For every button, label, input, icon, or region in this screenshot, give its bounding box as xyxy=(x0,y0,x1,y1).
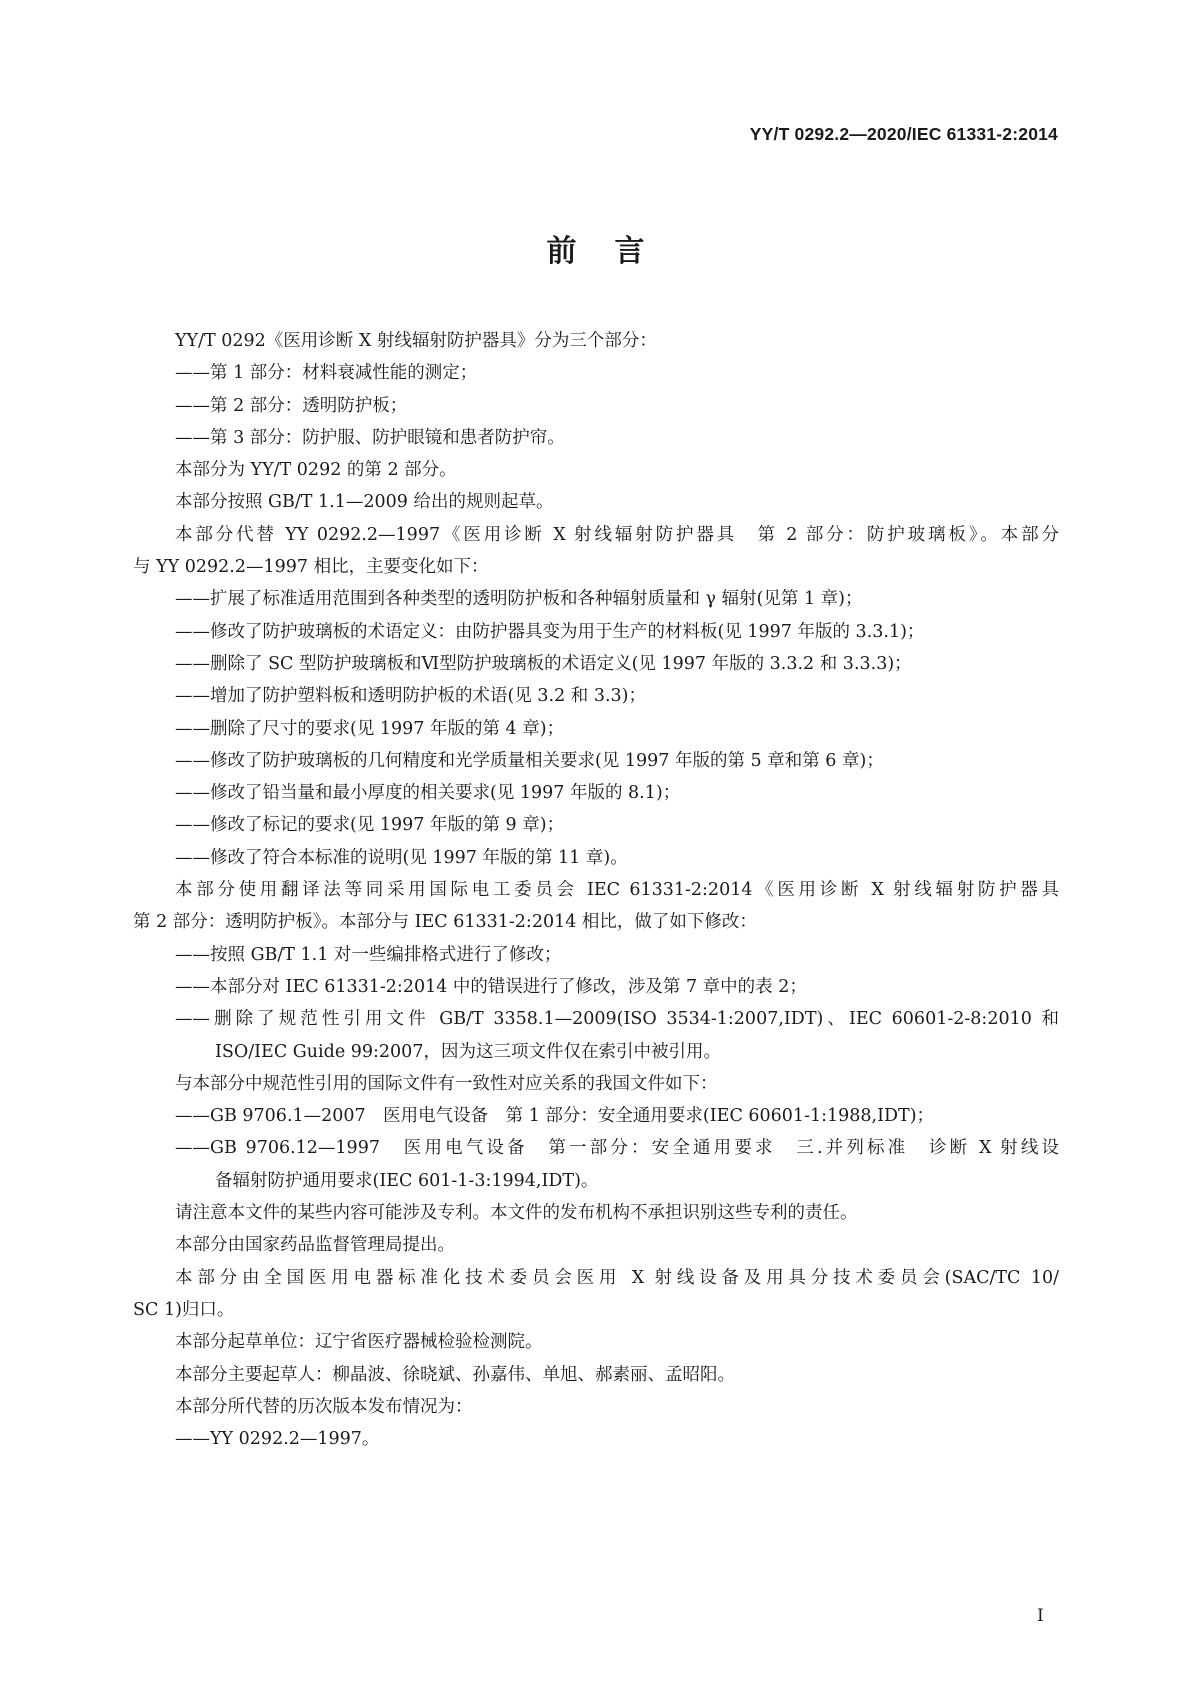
paragraph: 本部分使用翻译法等同采用国际电工委员会 IEC 61331-2:2014《医用诊断 X 射线辐射防护器具 xyxy=(175,880,1059,901)
paragraph: 与本部分中规范性引用的国际文件有一致性对应关系的我国文件如下： xyxy=(175,1073,718,1094)
list-item: ——修改了符合本标准的说明(见 1997 年版的第 11 章)。 xyxy=(175,847,628,868)
paragraph: 本部分由全国医用电器标准化技术委员会医用 X 射线设备及用具分技术委员会(SAC/TC 10/ xyxy=(175,1267,1059,1288)
list-item: ——第 2 部分：透明防护板； xyxy=(175,395,408,416)
list-item: ——修改了标记的要求(见 1997 年版的第 9 章)； xyxy=(175,815,565,836)
paragraph: YY/T 0292《医用诊断 X 射线辐射防护器具》分为三个部分： xyxy=(175,331,657,351)
paragraph-continuation: 与 YY 0292.2—1997 相比，主要变化如下： xyxy=(133,557,489,578)
list-item: ——删除了规范性引用文件 GB/T 3358.1—2009(ISO 3534-1:2007,IDT)、IEC 60601-2-8:2010 和 xyxy=(175,1009,1059,1030)
list-item: ——扩展了标准适用范围到各种类型的透明防护板和各种辐射质量和 γ 辐射(见第 1 章)； xyxy=(175,589,863,610)
paragraph: 本部分所代替的历次版本发布情况为： xyxy=(175,1396,473,1417)
page-title: 前言 xyxy=(546,234,683,269)
list-item: ——增加了防护塑料板和透明防护板的术语(见 3.2 和 3.3)； xyxy=(175,686,647,707)
foreword-body xyxy=(133,325,1059,1455)
list-item: ——删除了 SC 型防护玻璃板和Ⅵ型防护玻璃板的术语定义(见 1997 年版的 3.3.2 和 3.3.3)； xyxy=(175,653,912,674)
list-item-continuation: 备辐射防护通用要求(IEC 601-1-3:1994,IDT)。 xyxy=(215,1170,599,1191)
list-item: ——GB 9706.12—1997 医用电气设备 第一部分：安全通用要求 三.并列标准 诊断 X 射线设 xyxy=(175,1138,1059,1159)
list-item: ——GB 9706.1—2007 医用电气设备 第 1 部分：安全通用要求(IEC 60601-1:1988,IDT)； xyxy=(175,1106,935,1127)
list-item: ——第 1 部分：材料衰减性能的测定； xyxy=(175,363,478,384)
page-number: I xyxy=(1037,1606,1044,1626)
standard-code: YY/T 0292.2—2020/IEC 61331-2:2014 xyxy=(749,124,1058,144)
paragraph: 本部分由国家药品监督管理局提出。 xyxy=(175,1235,455,1256)
list-item-continuation: ISO/IEC Guide 99:2007，因为这三项文件仅在索引中被引用。 xyxy=(215,1041,721,1062)
list-item: ——按照 GB/T 1.1 对一些编排格式进行了修改； xyxy=(175,944,562,965)
list-item: ——修改了防护玻璃板的术语定义：由防护器具变为用于生产的材料板(见 1997 年版的 3.3.1)； xyxy=(175,621,925,642)
paragraph-continuation: 第 2 部分：透明防护板》。本部分与 IEC 61331-2:2014 相比，做了如下修改： xyxy=(133,912,757,933)
paragraph: 本部分主要起草人：柳晶波、徐晓斌、孙嘉伟、单旭、郝素丽、孟昭阳。 xyxy=(175,1364,735,1385)
list-item: ——修改了铅当量和最小厚度的相关要求(见 1997 年版的 8.1)； xyxy=(175,783,681,804)
list-item: ——本部分对 IEC 61331-2:2014 中的错误进行了修改，涉及第 7 章中的表 2； xyxy=(175,976,807,997)
list-item: ——YY 0292.2—1997。 xyxy=(175,1429,380,1450)
paragraph: 请注意本文件的某些内容可能涉及专利。本文件的发布机构不承担识别这些专利的责任。 xyxy=(175,1203,858,1224)
list-item: ——删除了尺寸的要求(见 1997 年版的第 4 章)； xyxy=(175,718,565,739)
paragraph-continuation: SC 1)归口。 xyxy=(133,1299,235,1320)
paragraph: 本部分按照 GB/T 1.1—2009 给出的规则起草。 xyxy=(175,492,554,513)
paragraph: 本部分代替 YY 0292.2—1997《医用诊断 X 射线辐射防护器具 第 2 部分：防护玻璃板》。本部分 xyxy=(175,524,1059,545)
list-item: ——第 3 部分：防护服、防护眼镜和患者防护帘。 xyxy=(175,427,565,448)
paragraph: 本部分起草单位：辽宁省医疗器械检验检测院。 xyxy=(175,1332,543,1353)
list-item: ——修改了防护玻璃板的几何精度和光学质量相关要求(见 1997 年版的第 5 章和第 6 章)； xyxy=(175,750,884,771)
paragraph: 本部分为 YY/T 0292 的第 2 部分。 xyxy=(175,460,457,481)
